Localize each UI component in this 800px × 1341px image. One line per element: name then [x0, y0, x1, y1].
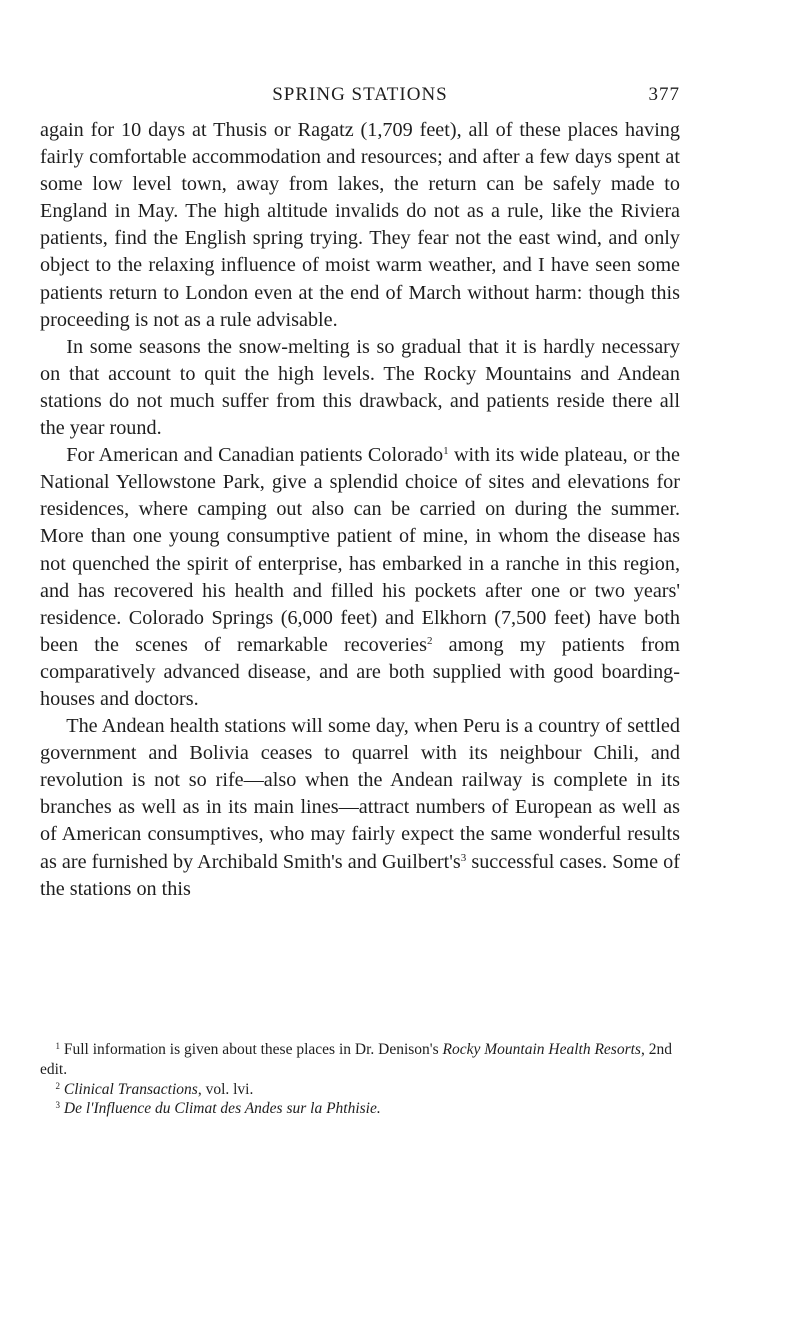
footnote-2-title: Clinical Transactions: [63, 1080, 198, 1098]
paragraph-4: [40, 713, 680, 903]
page-number: 377: [648, 84, 680, 105]
footnote-2-mark: 2: [55, 1080, 60, 1091]
footnote-1-end: , 2nd edit.: [40, 1041, 672, 1078]
running-header: [40, 84, 680, 108]
footnote-2-end: , vol. lvi.: [197, 1080, 254, 1098]
footnote-ref-2: 2: [426, 634, 433, 647]
paragraph-2: In some seasons the snow-melting is so gradual that it is hardly necessary on that account to quit the high levels. The Rocky Mountains and Andean stations do not much suffer from this drawback, and patients reside there all the year round.: [40, 335, 680, 440]
footnotes: [40, 1040, 680, 1119]
paragraph-4-text-a: The Andean health stations will some day, when Peru is a country of settled government and Bolivia ceases to quarrel with its neighbour Chili, and revolution is not so rife—also when the Andean railway is complete in its branches as well as in its main lines—attract numbers of European as well as of American consumptives, who may fairly expect the same wonderful results as are furnished by Archibald Smith's and Guilbert's: [40, 715, 680, 873]
running-title: SPRING STATIONS: [272, 84, 448, 105]
paragraph-3: [40, 442, 680, 713]
paragraph-3-text-b: with its wide plateau, or the National Yellowstone Park, give a splendid choice of sites and elevations for residences, where camping out also can be carried on during the summer. More than one young consumptive patient of mine, in whom the disease has not quenched the spirit of enterprise, has embarked in a ranche in this region, and has recovered his health and filled his pockets after one or two years' residence. Colorado Springs (6,000 feet) and Elkhorn (7,500 feet) have both been the scenes of remarkable recoveries: [40, 444, 680, 656]
footnote-3: [40, 1099, 680, 1119]
footnote-3-mark: 3: [55, 1100, 60, 1111]
footnote-2: [40, 1080, 680, 1100]
paragraph-3-text-c: among my patients from comparatively advanced disease, and are both supplied with good boarding-houses and doctors.: [40, 633, 680, 710]
footnote-ref-3: 3: [460, 851, 467, 864]
footnote-ref-1: 1: [443, 445, 449, 458]
footnote-1-book-title: Rocky Mountain Health Resorts: [442, 1041, 641, 1058]
footnote-3-title: De l'Influence du Climat des Andes sur la Phthisie.: [63, 1100, 381, 1118]
footnote-1: [40, 1040, 680, 1080]
paragraph-3-text-a: For American and Canadian patients Colorado: [66, 444, 444, 467]
paragraph-1: again for 10 days at Thusis or Ragatz (1,709 feet), all of these places having fairly comfortable accommodation and resources; and after a few days spent at some low level town, away from lakes, the return can be safely made to England in May. The high altitude invalids do not as a rule, like the Riviera patients, find the English spring trying. They fear not the east wind, and only object to the relaxing influence of moist warm weather, and I have seen some patients return to London even at the end of March without harm: though this proceeding is not as a rule advisable.: [40, 119, 680, 331]
body-text: [40, 117, 680, 903]
footnote-1-mark: 1: [55, 1041, 60, 1051]
footnote-1-text: Full information is given about these places in Dr. Denison's: [60, 1041, 443, 1058]
paragraph-4-text-b: successful cases. Some of the stations on this: [40, 850, 680, 900]
